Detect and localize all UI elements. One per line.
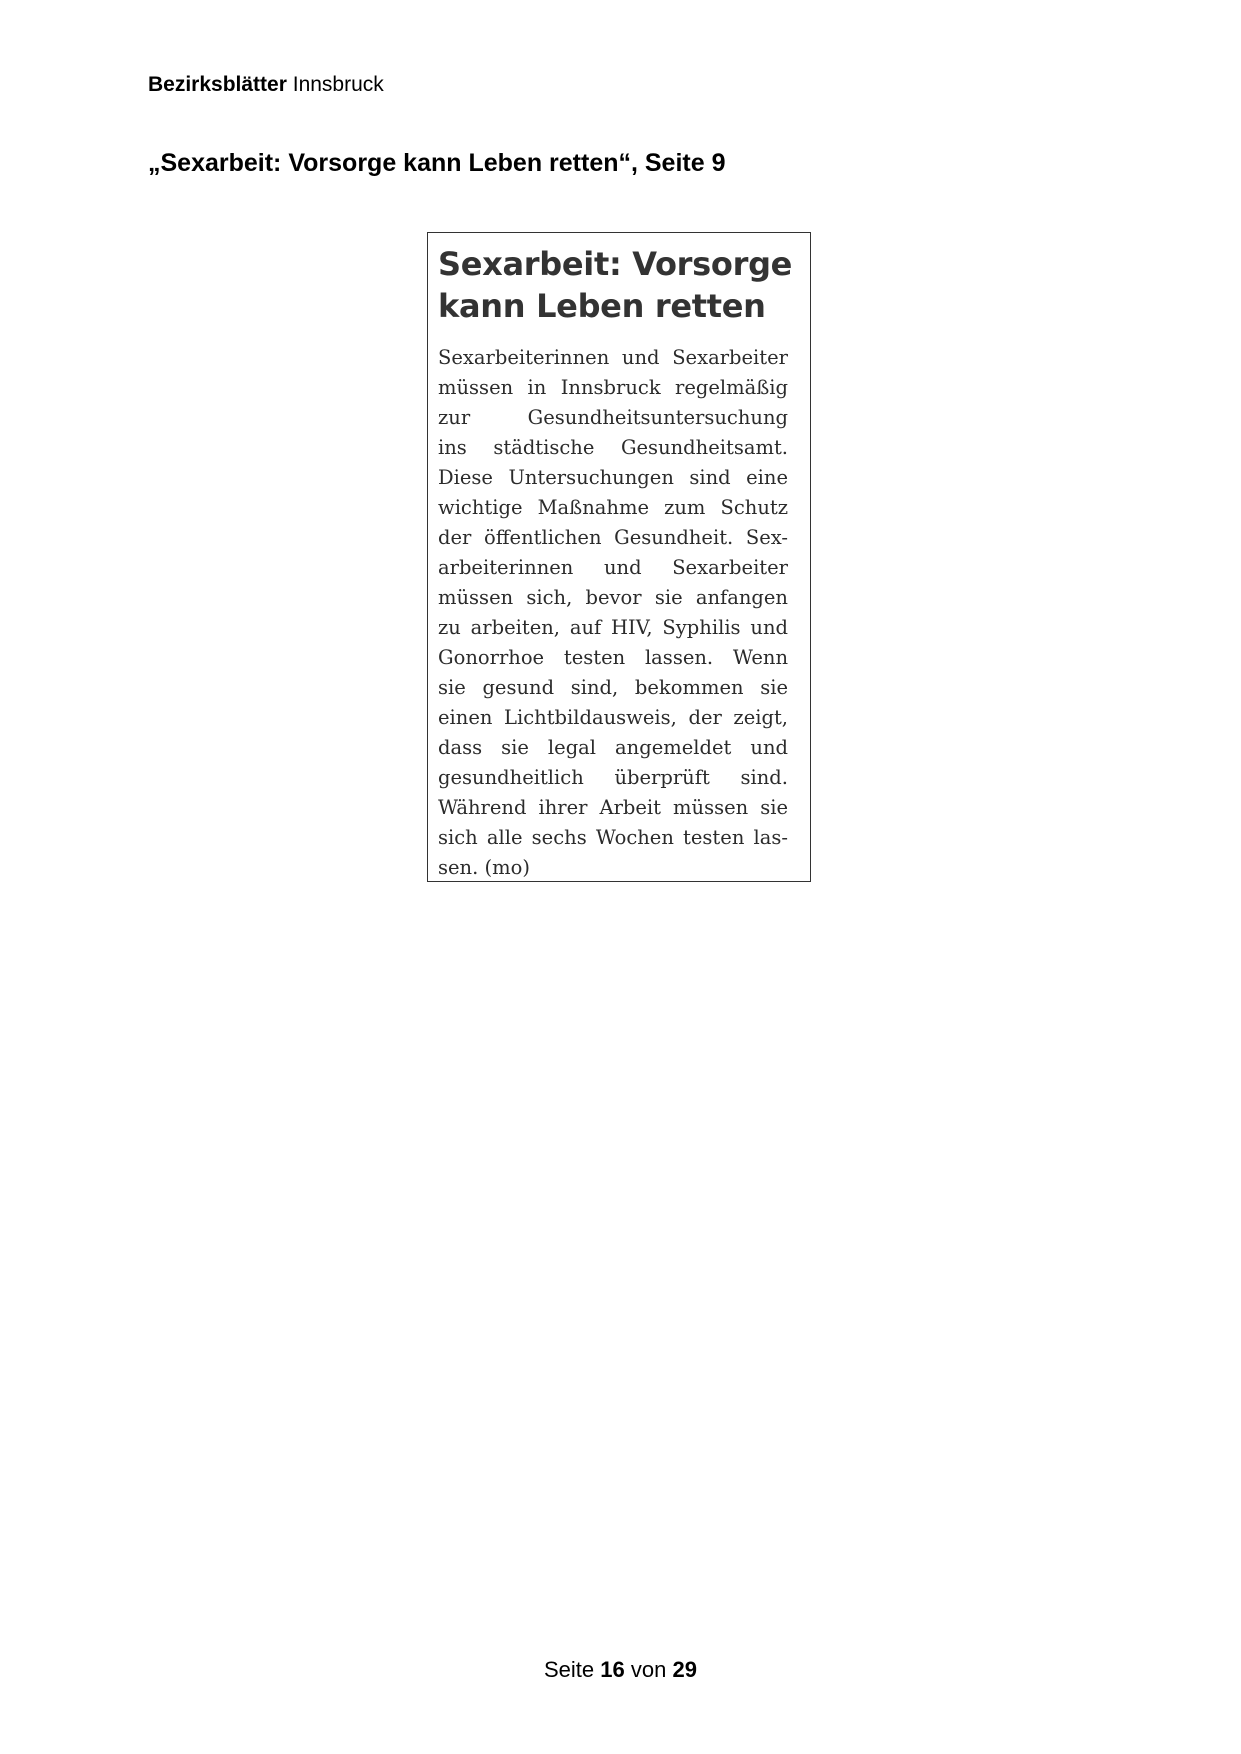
- body-line: der öffentlichen Gesundheit. Sex-: [438, 526, 788, 549]
- body-line: zu arbeiten, auf HIV, Syphilis und: [438, 616, 788, 639]
- newspaper-clipping: [427, 232, 811, 882]
- source-line: [148, 72, 384, 98]
- clipping-body: [438, 343, 788, 883]
- body-line: einen Lichtbildausweis, der zeigt,: [438, 706, 788, 729]
- document-title: „Sexarbeit: Vorsorge kann Leben retten“, Seite 9: [148, 149, 726, 177]
- body-line: müssen sich, bevor sie anfangen: [438, 586, 788, 609]
- total-pages-number: 29: [672, 1657, 697, 1682]
- publication-name: Bezirksblätter: [148, 73, 287, 96]
- body-line: dass sie legal angemeldet und: [438, 736, 788, 759]
- headline-line: kann Leben retten: [438, 287, 766, 325]
- current-page-number: 16: [600, 1657, 625, 1682]
- body-line: Während ihrer Arbeit müssen sie: [438, 796, 788, 819]
- body-line: gesundheitlich überprüft sind.: [438, 766, 788, 789]
- body-line: sen. (mo): [438, 856, 530, 879]
- publication-region: Innsbruck: [292, 73, 384, 96]
- clipping-headline: [438, 243, 793, 327]
- body-line: Sexarbeiterinnen und Sexarbeiter: [438, 346, 788, 369]
- headline-line: Sexarbeit: Vorsorge: [438, 245, 793, 283]
- body-line: arbeiterinnen und Sexarbeiter: [438, 556, 788, 579]
- page-footer: [0, 1657, 1241, 1683]
- body-line: sich alle sechs Wochen testen las-: [438, 826, 788, 849]
- body-line: ins städtische Gesundheitsamt.: [438, 436, 788, 459]
- body-line: zur Gesundheitsuntersuchung: [438, 406, 788, 429]
- body-line: Diese Untersuchungen sind eine: [438, 466, 788, 489]
- body-line: wichtige Maßnahme zum Schutz: [438, 496, 788, 519]
- footer-prefix: Seite: [544, 1657, 595, 1682]
- body-line: sie gesund sind, bekommen sie: [438, 676, 788, 699]
- footer-separator: von: [630, 1657, 667, 1682]
- body-line: Gonorrhoe testen lassen. Wenn: [438, 646, 788, 669]
- body-line: müssen in Innsbruck regelmäßig: [438, 376, 788, 399]
